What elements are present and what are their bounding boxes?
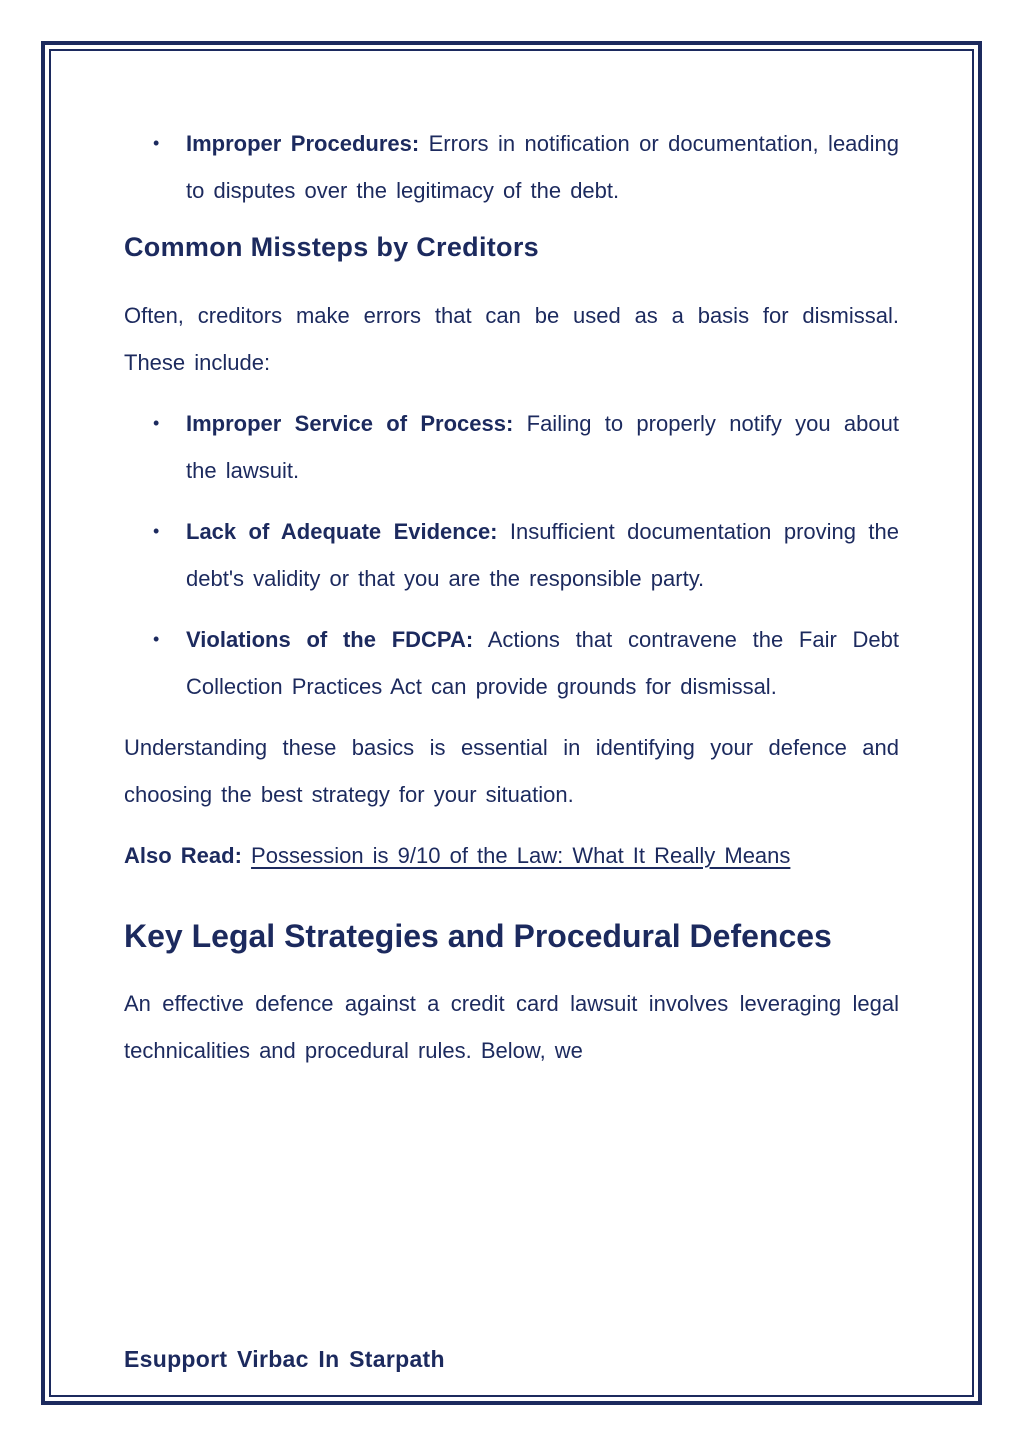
list-item-term: Violations of the FDCPA: — [186, 627, 474, 652]
heading-common-missteps: Common Missteps by Creditors — [124, 232, 539, 262]
list-item-term: Improper Procedures: — [186, 131, 420, 156]
document-body — [124, 120, 899, 1074]
list-item-text: Errors in notification or documentation, leading to disputes over the legitimacy of the debt. — [186, 131, 900, 203]
list-missteps — [124, 400, 899, 710]
footer-text: Esupport Virbac In Starpath — [124, 1346, 445, 1372]
list-item-text: Failing to properly notify you about the lawsuit. — [186, 411, 899, 483]
list-item — [153, 616, 900, 710]
also-read — [124, 832, 899, 879]
also-read-label: Also Read: — [124, 843, 242, 868]
bullet-dot-icon: • — [153, 413, 160, 433]
list-item — [153, 508, 899, 602]
list-item — [153, 120, 900, 214]
paragraph-often: Often, creditors make errors that can be used as a basis for dismissal. These include: — [124, 303, 899, 375]
also-read-link[interactable]: Possession is 9/10 of the Law: What It Really Means — [251, 843, 791, 868]
list-item-term: Improper Service of Process: — [186, 411, 514, 436]
paragraph-understanding: Understanding these basics is essential in identifying your defence and choosing the best strategy for your situation. — [124, 735, 899, 807]
list-item — [153, 400, 899, 494]
heading-key-legal-strategies: Key Legal Strategies and Procedural Defences — [124, 918, 832, 954]
paragraph-effective: An effective defence against a credit card lawsuit involves leveraging legal technicalities and procedural rules. Below, we — [124, 991, 899, 1063]
list-item-text: Insufficient documentation proving the debt's validity or that you are the responsible party. — [186, 519, 899, 591]
bullet-dot-icon: • — [153, 521, 160, 541]
bullet-dot-icon: • — [153, 133, 160, 153]
list-improper-procedures — [124, 120, 899, 214]
list-item-text: Actions that contravene the Fair Debt Collection Practices Act can provide grounds for dismissal. — [186, 627, 900, 699]
list-item-term: Lack of Adequate Evidence: — [186, 519, 498, 544]
bullet-dot-icon: • — [153, 629, 160, 649]
